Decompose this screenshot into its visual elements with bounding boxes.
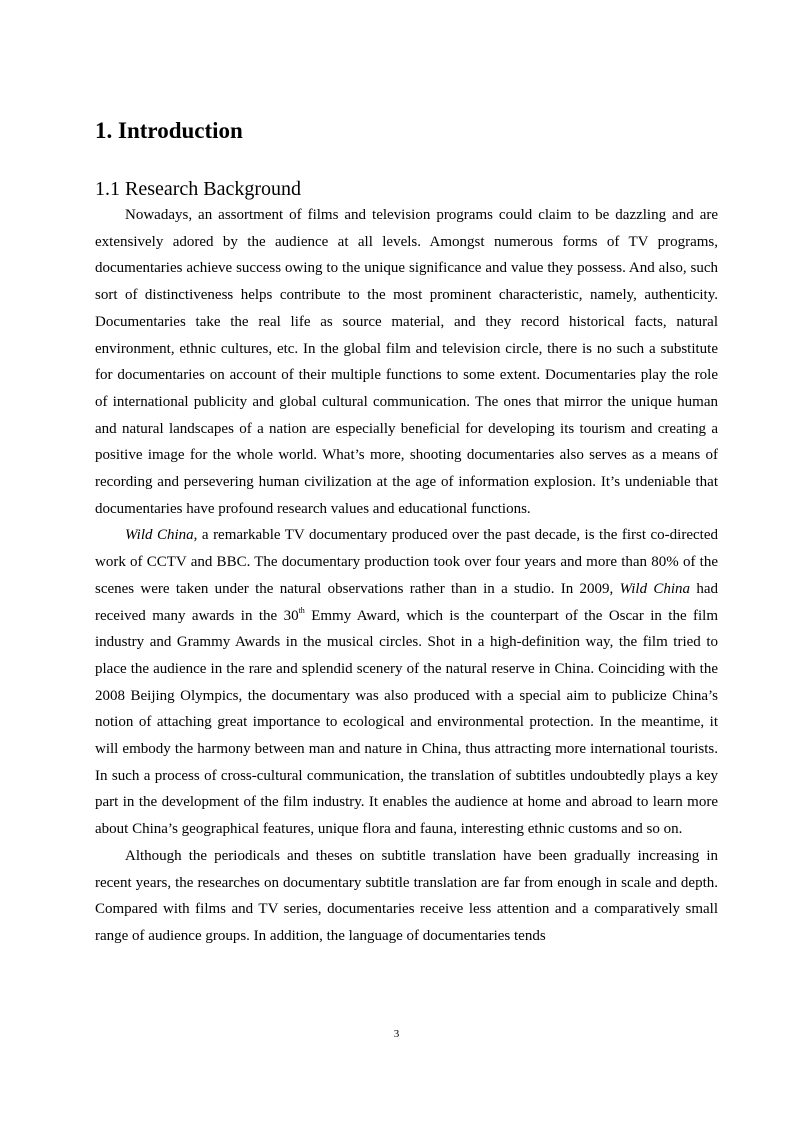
paragraph-1: Nowadays, an assortment of films and television programs could claim to be dazzling and are extensively adored by the audience at all levels. Amongst numerous forms of TV programs, documentaries achieve success owing to the unique significance and value they possess. And also, such sort of distinctiveness helps contribute to the most prominent characteristic, namely, authenticity. Documentaries take the real life as source material, and they record historical facts, natural environment, ethnic cultures, etc. In the global film and television circle, there is no such a substitute for documentaries on account of their multiple functions to some extent. Documentaries play the role of international publicity and global cultural communication. The ones that mirror the unique human and natural landscapes of a nation are especially beneficial for developing its tourism and creating a positive image for the whole world. What’s more, shooting documentaries also serves as a means of recording and persevering human civilization at the age of information explosion. It’s undeniable that documentaries have profound research values and educational functions. [95, 207, 718, 517]
paragraph-2 [95, 522, 718, 842]
italic-title: Wild China [619, 580, 691, 597]
paragraph-text: had received many awards in the 30 [95, 580, 718, 624]
paragraph-text: Emmy Award, which is the counterpart of the Oscar in the film industry and Grammy Awards in the musical circles. Shot in a high-definition way, the film tried to place the audience in the rare and splendid scenery of the natural reserve in China. Coinciding with the 2008 Beijing Olympics, the documentary was also produced with a special aim to publicize China’s notion of attaching great importance to ecological and environmental protection. In the meantime, it will embody the harmony between man and nature in China, thus attracting more international tourists. In such a process of cross-cultural communication, the translation of subtitles undoubtedly plays a key part in the development of the film industry. It enables the audience at home and abroad to learn more about China’s geographical features, unique flora and fauna, interesting ethnic customs and so on. [95, 607, 718, 838]
chapter-title: 1. Introduction [95, 118, 243, 143]
section-title: 1.1 Research Background [95, 178, 302, 200]
ordinal-superscript: th [298, 605, 305, 615]
paragraph-3: Although the periodicals and theses on subtitle translation have been gradually increasing in recent years, the researches on documentary subtitle translation are far from enough in scale and depth. Compared with films and TV series, documentaries receive less attention and a comparatively small range of audience groups. In addition, the language of documentaries tends [95, 847, 718, 944]
body-text [95, 202, 718, 950]
italic-title: Wild China [125, 527, 194, 544]
page-number: 3 [393, 1028, 400, 1040]
paragraph-text: , a remarkable TV documentary produced over the past decade, is the first co-directed work of CCTV and BBC. The documentary production took over four years and more than 80% of the scenes were taken under the natural observations rather than in a studio. In 2009, [95, 527, 718, 597]
